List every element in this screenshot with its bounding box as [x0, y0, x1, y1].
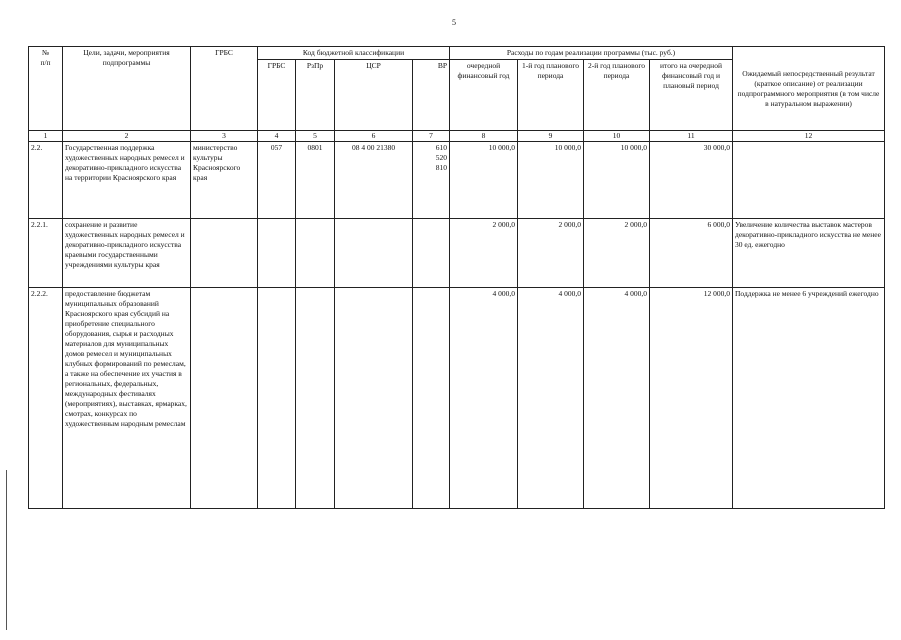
header-sub-grbs: ГРБС [258, 60, 296, 131]
row-name: Государственная поддержка художественных народных ремесел и декоративно-прикладного искусства на территории Красноярского края [63, 142, 191, 219]
row-y0: 10 000,0 [450, 142, 518, 219]
header-budget-code: Код бюджетной классификации [258, 47, 450, 60]
row-result: Увеличение количества выставок мастеров декоративно-прикладного искусства не менее 30 ед. ежегодно [733, 219, 885, 288]
row-name: предоставление бюджетам муниципальных образований Красноярского края субсидий на приобретение специального оборудования, сырья и расходных материалов для муниципальных домов ремесел и муниципальных клубных формирований по ремеслам, а также на обеспечение их участия в региональных, федеральных, международных фестивалях (мероприятиях), выставках, ярмарках, смотрах, конкурсах по художественным народным ремеслам [63, 288, 191, 509]
row-vr [413, 288, 450, 509]
column-number: 2 [63, 131, 191, 142]
row-grbs-code [258, 219, 296, 288]
column-number: 7 [413, 131, 450, 142]
row-grbs-name [191, 288, 258, 509]
header-sub-y0: очередной финансовый год [450, 60, 518, 131]
row-grbs-code: 057 [258, 142, 296, 219]
row-name: сохранение и развитие художественных народных ремесел и декоративно-прикладного искусства краевыми государственными учреждениями культуры края [63, 219, 191, 288]
row-total: 30 000,0 [650, 142, 733, 219]
row-y2: 2 000,0 [584, 219, 650, 288]
column-number: 12 [733, 131, 885, 142]
page-number: 5 [452, 18, 456, 27]
row-grbs-name: министерство культуры Красноярского края [191, 142, 258, 219]
header-sub-y2: 2-й год планового периода [584, 60, 650, 131]
row-y1: 4 000,0 [518, 288, 584, 509]
header-row-top [29, 47, 885, 60]
row-rzpr [296, 219, 335, 288]
header-goals: Цели, задачи, мероприятия подпрограммы [63, 47, 191, 131]
column-number: 6 [335, 131, 413, 142]
row-number: 2.2.2. [29, 288, 63, 509]
header-sub-total: итого на очередной финансовый год и плановый период [650, 60, 733, 131]
row-total: 6 000,0 [650, 219, 733, 288]
row-y1: 2 000,0 [518, 219, 584, 288]
row-y1: 10 000,0 [518, 142, 584, 219]
column-number: 3 [191, 131, 258, 142]
row-grbs-code [258, 288, 296, 509]
row-y0: 4 000,0 [450, 288, 518, 509]
column-number: 4 [258, 131, 296, 142]
row-vr: 610 520 810 [413, 142, 450, 219]
row-grbs-name [191, 219, 258, 288]
column-number: 10 [584, 131, 650, 142]
row-y0: 2 000,0 [450, 219, 518, 288]
header-num: № п/п [29, 47, 63, 131]
row-csr [335, 288, 413, 509]
row-csr [335, 219, 413, 288]
row-rzpr [296, 288, 335, 509]
row-total: 12 000,0 [650, 288, 733, 509]
column-number: 9 [518, 131, 584, 142]
row-csr: 08 4 00 21380 [335, 142, 413, 219]
column-number: 1 [29, 131, 63, 142]
column-number: 11 [650, 131, 733, 142]
row-y2: 4 000,0 [584, 288, 650, 509]
scan-edge-line [6, 470, 7, 630]
row-y2: 10 000,0 [584, 142, 650, 219]
header-sub-csr: ЦСР [335, 60, 413, 131]
header-sub-rzpr: РзПр [296, 60, 335, 131]
table-row [29, 142, 885, 219]
column-number: 5 [296, 131, 335, 142]
row-result: Поддержка не менее 6 учреждений ежегодно [733, 288, 885, 509]
table-row [29, 288, 885, 509]
row-result [733, 142, 885, 219]
column-number: 8 [450, 131, 518, 142]
row-number: 2.2.1. [29, 219, 63, 288]
header-result: Ожидаемый непосредственный результат (краткое описание) от реализации подпрограммного мероприятия (в том числе в натуральном выражении) [733, 47, 885, 131]
table-row [29, 219, 885, 288]
column-number-row [29, 131, 885, 142]
header-grbs: ГРБС [191, 47, 258, 131]
row-rzpr: 0801 [296, 142, 335, 219]
row-vr [413, 219, 450, 288]
budget-program-table [28, 46, 885, 509]
header-sub-vr: ВР [413, 60, 450, 131]
header-sub-y1: 1-й год планового периода [518, 60, 584, 131]
row-number: 2.2. [29, 142, 63, 219]
header-expenses: Расходы по годам реализации программы (тыс. руб.) [450, 47, 733, 60]
